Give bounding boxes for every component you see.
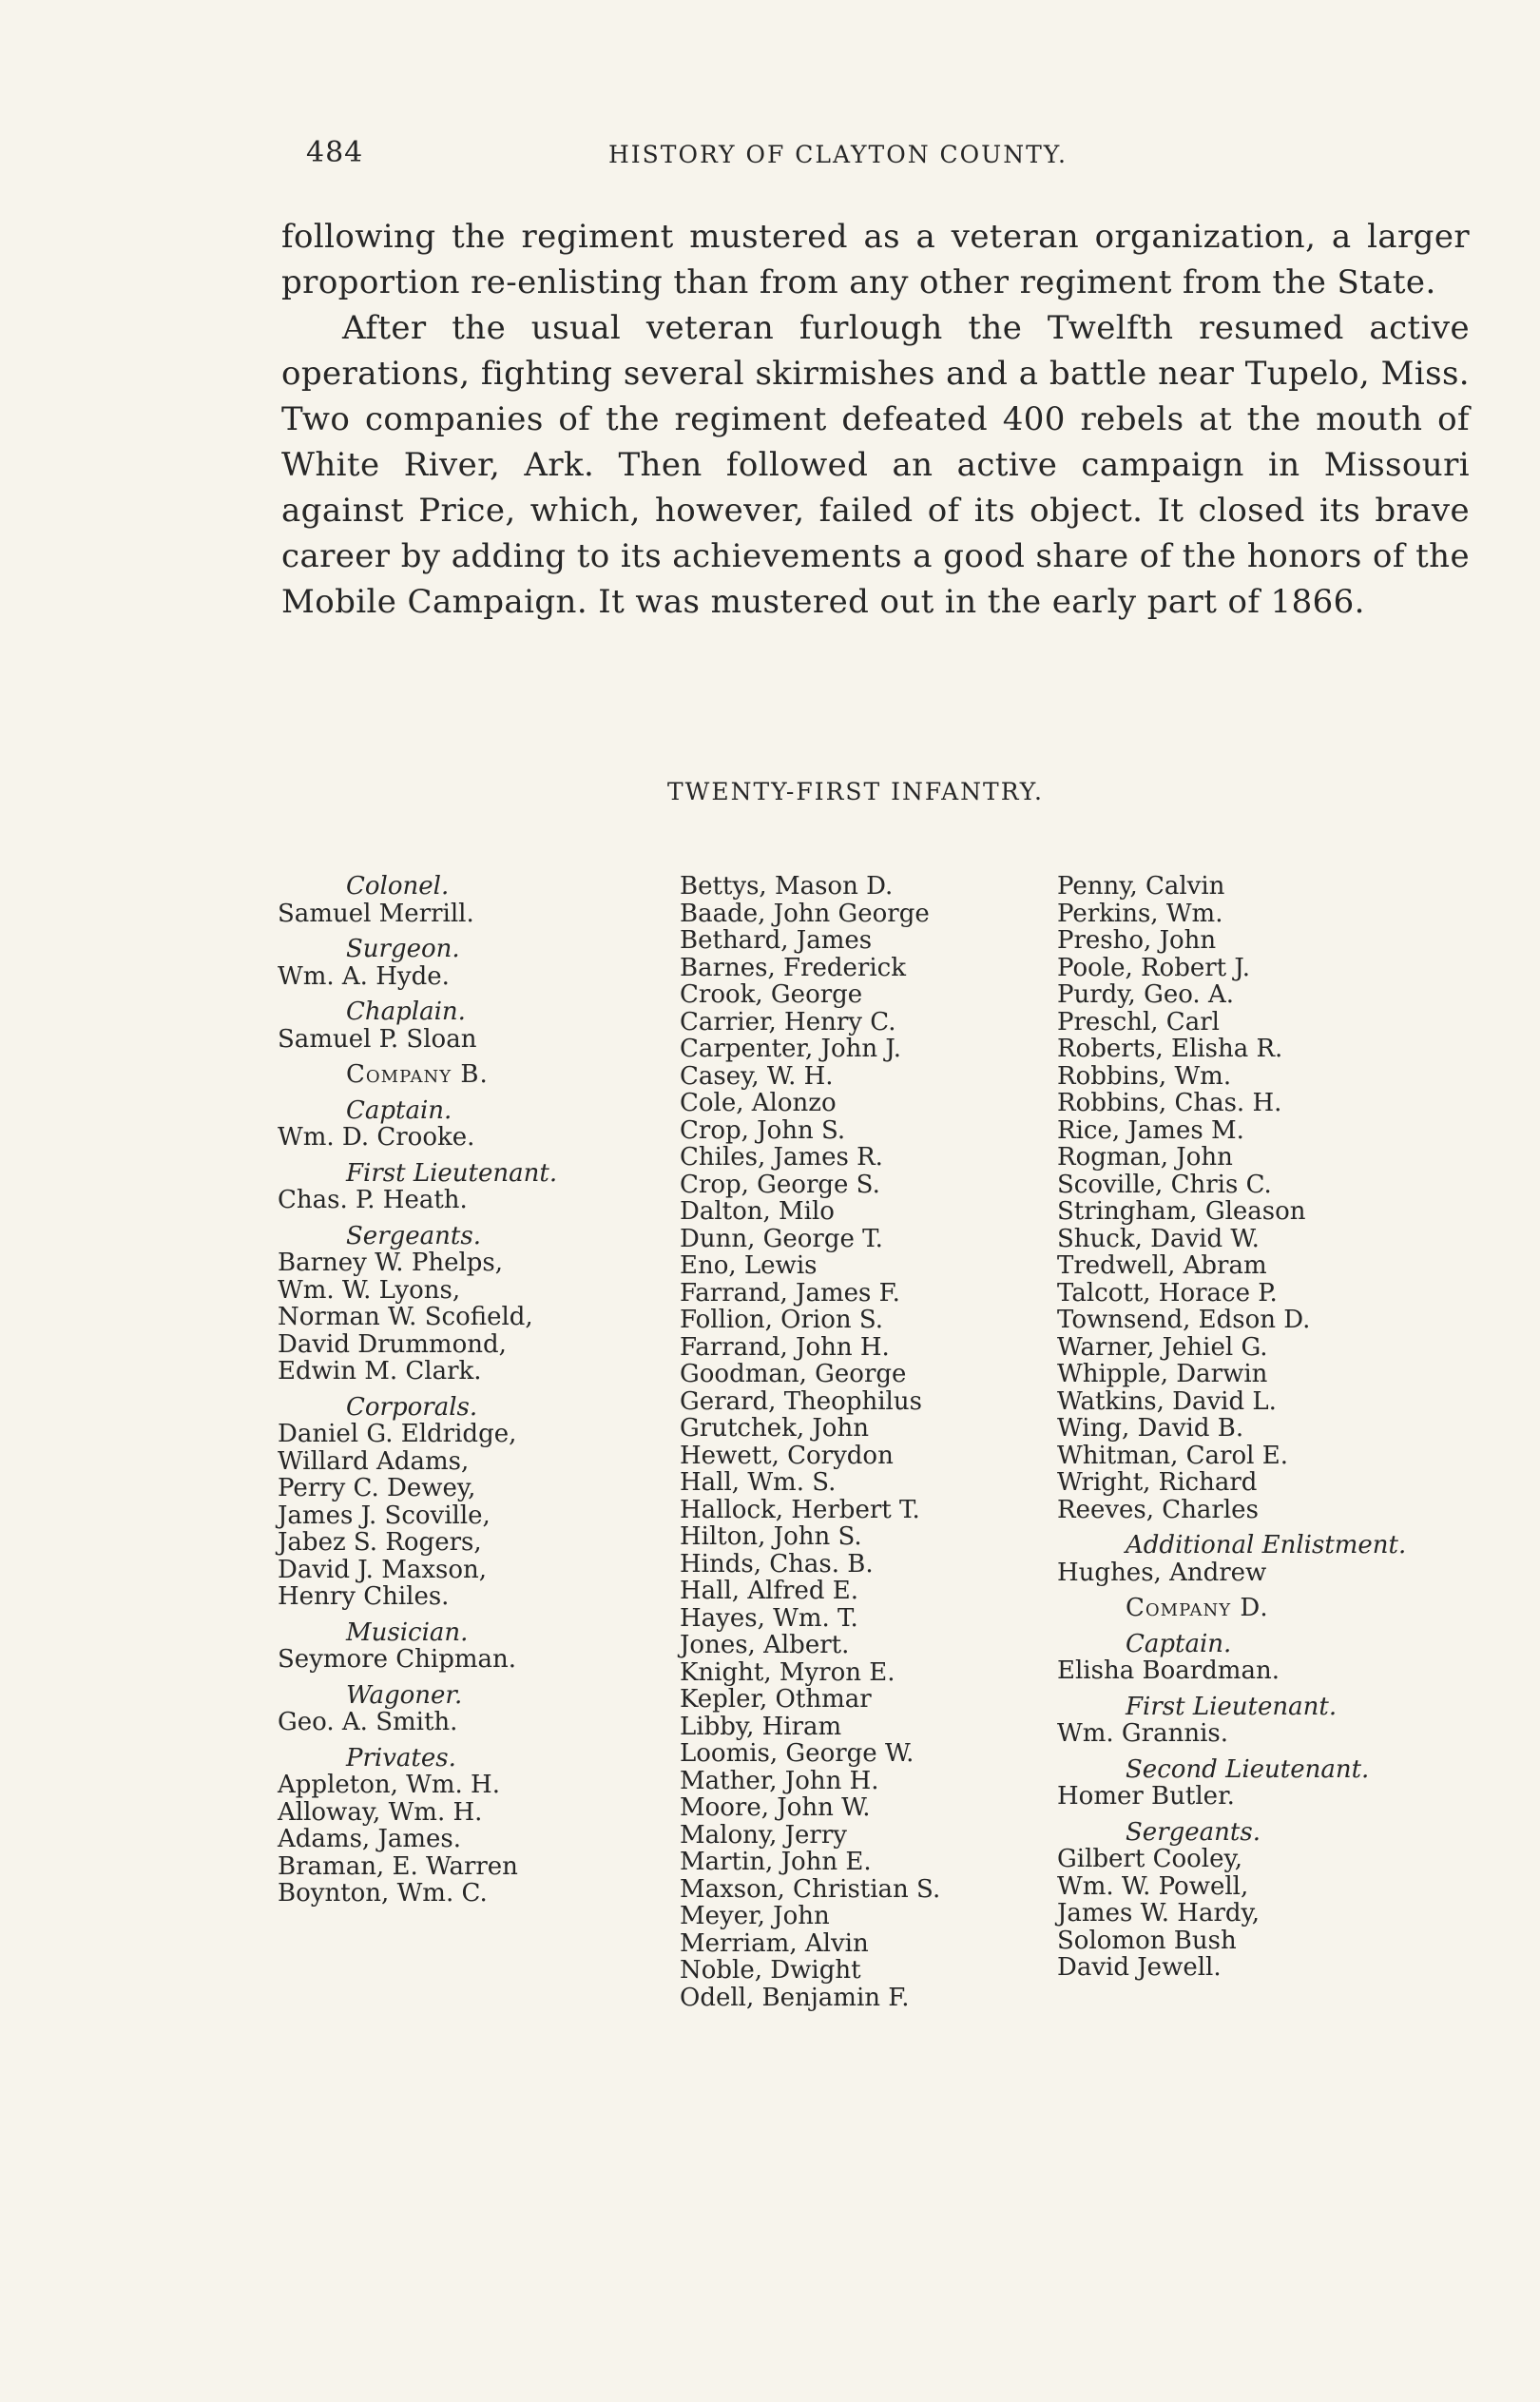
roster-name: Hall, Wm. S. — [680, 1468, 837, 1497]
roster-name: Perkins, Wm. — [1057, 899, 1223, 928]
roster-name: Kepler, Othmar — [680, 1685, 872, 1714]
roster-name: Rice, James M. — [1057, 1115, 1244, 1145]
roster-name: Poole, Robert J. — [1057, 953, 1251, 982]
roster-name: Eno, Lewis — [680, 1251, 818, 1280]
rank-heading: Surgeon. — [346, 935, 460, 963]
roster-name: Maxson, Christian S. — [680, 1874, 941, 1904]
roster-name: Loomis, George W. — [680, 1739, 914, 1768]
roster-name: Malony, Jerry — [680, 1820, 847, 1850]
roster-name: Baade, John George — [680, 899, 930, 928]
roster-name: Odell, Benjamin F. — [680, 1983, 910, 2012]
roster-name: Stringham, Gleason — [1057, 1197, 1306, 1226]
roster-name: Talcott, Horace P. — [1057, 1278, 1278, 1308]
section-heading: TWENTY-FIRST INFANTRY. — [667, 778, 1044, 805]
rank-heading: Sergeants. — [346, 1221, 481, 1250]
rank-heading: Captain. — [1126, 1629, 1232, 1658]
roster-name: Scoville, Chris C. — [1057, 1170, 1272, 1199]
roster-name: Seymore Chipman. — [278, 1645, 517, 1674]
roster-name: Wm. A. Hyde. — [278, 961, 450, 991]
roster-name: Willard Adams, — [278, 1446, 470, 1476]
roster-name: Jabez S. Rogers, — [278, 1528, 482, 1557]
roster-name: Solomon Bush — [1057, 1926, 1237, 1955]
roster-name: Wright, Richard — [1057, 1468, 1258, 1497]
roster-name: Hall, Alfred E. — [680, 1577, 859, 1605]
roster-name: Geo. A. Smith. — [278, 1708, 458, 1736]
roster-name: James W. Hardy, — [1057, 1899, 1261, 1927]
roster-name: Presho, John — [1057, 926, 1217, 955]
roster-name: Crop, John S. — [680, 1115, 846, 1145]
roster-name: Bettys, Mason D. — [680, 872, 894, 901]
roster-name: Preschl, Carl — [1057, 1007, 1220, 1036]
rank-heading: Second Lieutenant. — [1126, 1754, 1370, 1784]
roster-name: Whipple, Darwin — [1057, 1360, 1268, 1388]
roster-name: Crop, George S. — [680, 1170, 880, 1199]
roster-name: Warner, Jehiel G. — [1057, 1332, 1268, 1362]
roster-name: Mather, John H. — [680, 1766, 879, 1795]
roster-name: Hewett, Corydon — [680, 1441, 894, 1470]
rank-heading: Chaplain. — [346, 998, 466, 1026]
roster-name: Knight, Myron E. — [680, 1657, 895, 1687]
roster-name: Shuck, David W. — [1057, 1224, 1260, 1253]
rank-heading: Musician. — [346, 1617, 469, 1647]
rank-heading: Wagoner. — [346, 1680, 463, 1710]
roster-name: Dalton, Milo — [680, 1197, 835, 1226]
roster-name: Gilbert Cooley, — [1057, 1845, 1242, 1873]
roster-name: Farrand, James F. — [680, 1278, 900, 1308]
rank-heading: Corporals. — [346, 1392, 478, 1422]
roster-name: Roberts, Elisha R. — [1057, 1035, 1283, 1063]
roster-name: Daniel G. Eldridge, — [278, 1420, 517, 1448]
roster-name: Hilton, John S. — [680, 1522, 862, 1551]
roster-name: Purdy, Geo. A. — [1057, 980, 1234, 1009]
roster-name: Hallock, Herbert T. — [680, 1495, 920, 1524]
roster-name: David J. Maxson, — [278, 1555, 487, 1584]
roster-name: Samuel Merrill. — [278, 899, 474, 928]
roster-name: Perry C. Dewey, — [278, 1474, 476, 1502]
roster-name: Hughes, Andrew — [1057, 1558, 1267, 1587]
roster-name: Braman, E. Warren — [278, 1851, 518, 1881]
page-number: 484 — [306, 136, 364, 169]
roster-name: Chas. P. Heath. — [278, 1186, 468, 1214]
roster-name: Hinds, Chas. B. — [680, 1549, 874, 1579]
roster-name: Farrand, John H. — [680, 1332, 890, 1362]
roster-name: Wm. Grannis. — [1057, 1719, 1229, 1748]
roster-name: Crook, George — [680, 980, 863, 1009]
roster-name: James J. Scoville, — [278, 1501, 491, 1530]
roster-name: Chiles, James R. — [680, 1143, 883, 1172]
company-heading: Company D. — [1126, 1594, 1269, 1622]
roster-name: David Drummond, — [278, 1329, 507, 1359]
roster-name: Robbins, Wm. — [1057, 1061, 1232, 1091]
roster-name: Bethard, James — [680, 926, 873, 955]
roster-name: Henry Chiles. — [278, 1582, 450, 1611]
body-text — [281, 214, 1470, 625]
running-title: HISTORY OF CLAYTON COUNTY. — [608, 141, 1068, 168]
roster-name: Whitman, Carol E. — [1057, 1441, 1288, 1470]
rank-heading: Colonel. — [346, 872, 450, 901]
roster-column-1 — [278, 873, 620, 1908]
roster-name: Merriam, Alvin — [680, 1928, 869, 1958]
rank-heading: Privates. — [346, 1743, 456, 1772]
roster-name: Casey, W. H. — [680, 1061, 834, 1091]
roster-name: Barney W. Phelps, — [278, 1249, 504, 1277]
roster-name: Penny, Calvin — [1057, 872, 1225, 901]
roster-name: Townsend, Edson D. — [1057, 1306, 1311, 1334]
roster-name: Norman W. Scofield, — [278, 1303, 533, 1331]
roster-name: Goodman, George — [680, 1360, 907, 1388]
roster-name: Hayes, Wm. T. — [680, 1603, 858, 1633]
roster-name: Wm. D. Crooke. — [278, 1123, 475, 1152]
paragraph: following the regiment mustered as a veteran organization, a larger proportion re-enlisting than from any other regiment from the State. — [281, 218, 1470, 301]
roster-name: Boynton, Wm. C. — [278, 1879, 488, 1908]
roster-name: Noble, Dwight — [680, 1956, 861, 1985]
roster-column-2 — [680, 873, 1022, 2011]
roster-name: Reeves, Charles — [1057, 1495, 1259, 1524]
paragraph: After the usual veteran furlough the Twelfth resumed active operations, fighting several skirmishes and a battle near Tupelo, Miss. Two companies of the regiment defeated 400 rebels at the mouth of White River, Ark. Then followed an active campaign in Missouri against Price, which, however, failed of its object. It closed its brave career by adding to its achievements a good share of the honors of the Mobile Campaign. It was mustered out in the early part of 1866. — [281, 309, 1470, 621]
roster-name: Meyer, John — [680, 1902, 830, 1930]
roster-name: Martin, John E. — [680, 1848, 872, 1876]
roster-name: Follion, Orion S. — [680, 1306, 884, 1334]
roster-name: Tredwell, Abram — [1057, 1251, 1267, 1280]
rank-heading: Additional Enlistment. — [1126, 1531, 1407, 1559]
rank-heading: Captain. — [346, 1095, 452, 1125]
roster-name: Libby, Hiram — [680, 1712, 842, 1741]
roster-name: Cole, Alonzo — [680, 1089, 837, 1117]
roster-name: Gerard, Theophilus — [680, 1386, 922, 1416]
roster-name: Homer Butler. — [1057, 1782, 1235, 1811]
roster-name: Rogman, John — [1057, 1143, 1233, 1172]
roster-name: Dunn, George T. — [680, 1224, 883, 1253]
roster-name: Carpenter, John J. — [680, 1035, 902, 1063]
roster-name: Barnes, Frederick — [680, 953, 906, 982]
rank-heading: Sergeants. — [1126, 1817, 1261, 1847]
roster-name: Watkins, David L. — [1057, 1386, 1277, 1416]
roster-name: Carrier, Henry C. — [680, 1007, 896, 1036]
rank-heading: First Lieutenant. — [346, 1158, 558, 1188]
roster-name: Samuel P. Sloan — [278, 1024, 477, 1054]
rank-heading: First Lieutenant. — [1126, 1692, 1338, 1721]
roster-column-3 — [1057, 873, 1456, 1982]
roster-name: Alloway, Wm. H. — [278, 1797, 483, 1827]
roster-name: Appleton, Wm. H. — [278, 1771, 500, 1799]
roster-name: Jones, Albert. — [680, 1631, 850, 1659]
company-heading: Company B. — [346, 1060, 489, 1089]
roster-name: Elisha Boardman. — [1057, 1656, 1280, 1685]
roster-name: Edwin M. Clark. — [278, 1357, 482, 1385]
roster-name: Adams, James. — [278, 1825, 462, 1853]
roster-name: Robbins, Chas. H. — [1057, 1089, 1282, 1117]
roster-name: Wing, David B. — [1057, 1414, 1244, 1443]
roster-name: Wm. W. Lyons, — [278, 1275, 461, 1305]
roster-name: Grutchek, John — [680, 1414, 869, 1443]
roster-name: Wm. W. Powell, — [1057, 1871, 1249, 1901]
roster-name: David Jewell. — [1057, 1953, 1222, 1982]
roster-name: Moore, John W. — [680, 1793, 871, 1822]
